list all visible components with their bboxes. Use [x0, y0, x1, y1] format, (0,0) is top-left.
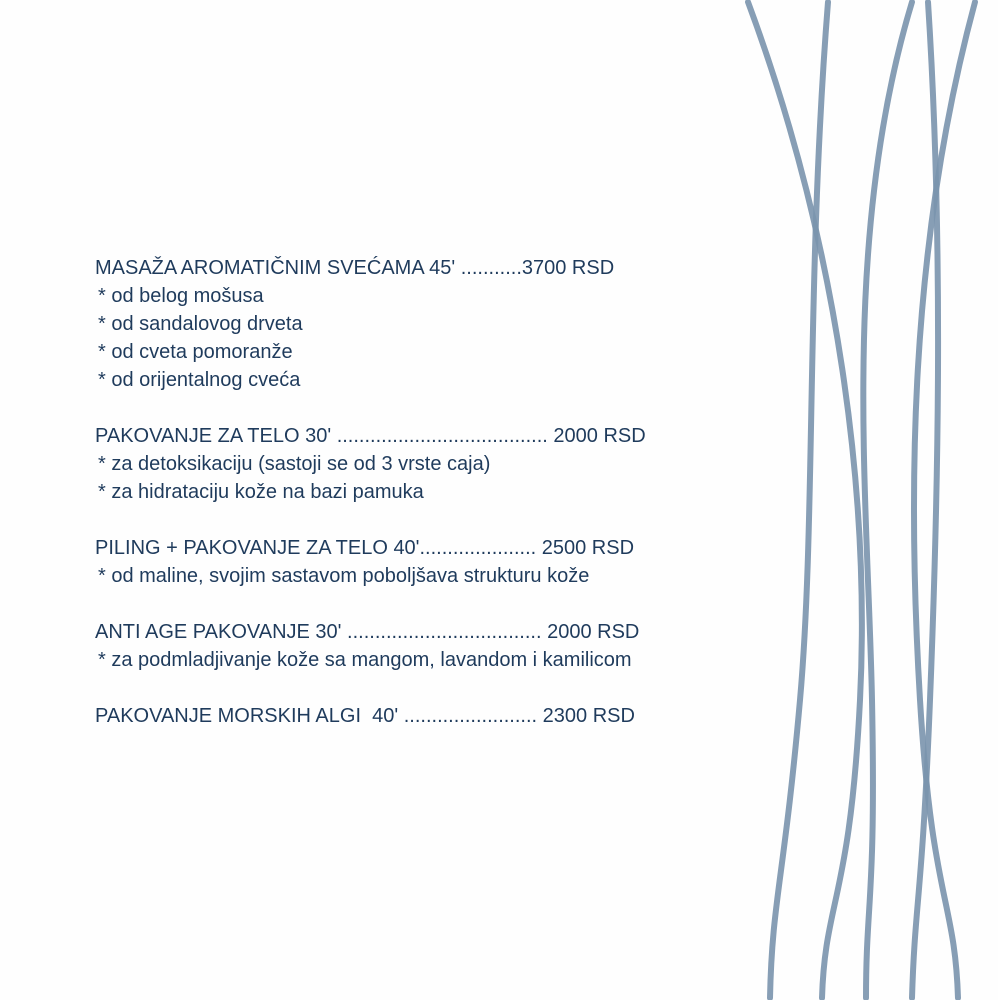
menu-item-title: ANTI AGE PAKOVANJE 30' ................................... 2000 RSD: [95, 621, 640, 643]
menu-item: [95, 422, 735, 506]
menu-item: [95, 534, 735, 590]
menu-item-detail: * od maline, svojim sastavom poboljšava strukturu kože: [98, 565, 590, 587]
menu-item-detail: * za podmladjivanje kože sa mangom, lavandom i kamilicom: [98, 649, 632, 671]
wavy-line-1: [748, 2, 862, 998]
menu-item: [95, 254, 735, 394]
treatment-menu: [95, 254, 735, 730]
menu-item-detail: * od cveta pomoranže: [98, 341, 293, 363]
menu-item-title: PILING + PAKOVANJE ZA TELO 40'..................... 2500 RSD: [95, 537, 635, 559]
menu-item: [95, 702, 735, 730]
menu-item-title: PAKOVANJE MORSKIH ALGI 40' ........................ 2300 RSD: [95, 705, 635, 727]
wavy-line-3: [863, 2, 912, 998]
menu-item-title: PAKOVANJE ZA TELO 30' ...................................... 2000 RSD: [95, 425, 646, 447]
menu-item-detail: * od orijentalnog cveća: [98, 369, 301, 391]
menu-item-detail: * za hidrataciju kože na bazi pamuka: [98, 481, 424, 503]
menu-item-detail: * za detoksikaciju (sastoji se od 3 vrste caja): [98, 453, 491, 475]
menu-item: [95, 618, 735, 674]
menu-item-title: MASAŽA AROMATIČNIM SVEĆAMA 45' ...........3700 RSD: [95, 257, 615, 279]
menu-item-detail: * od belog mošusa: [98, 285, 264, 307]
menu-item-detail: * od sandalovog drveta: [98, 313, 303, 335]
